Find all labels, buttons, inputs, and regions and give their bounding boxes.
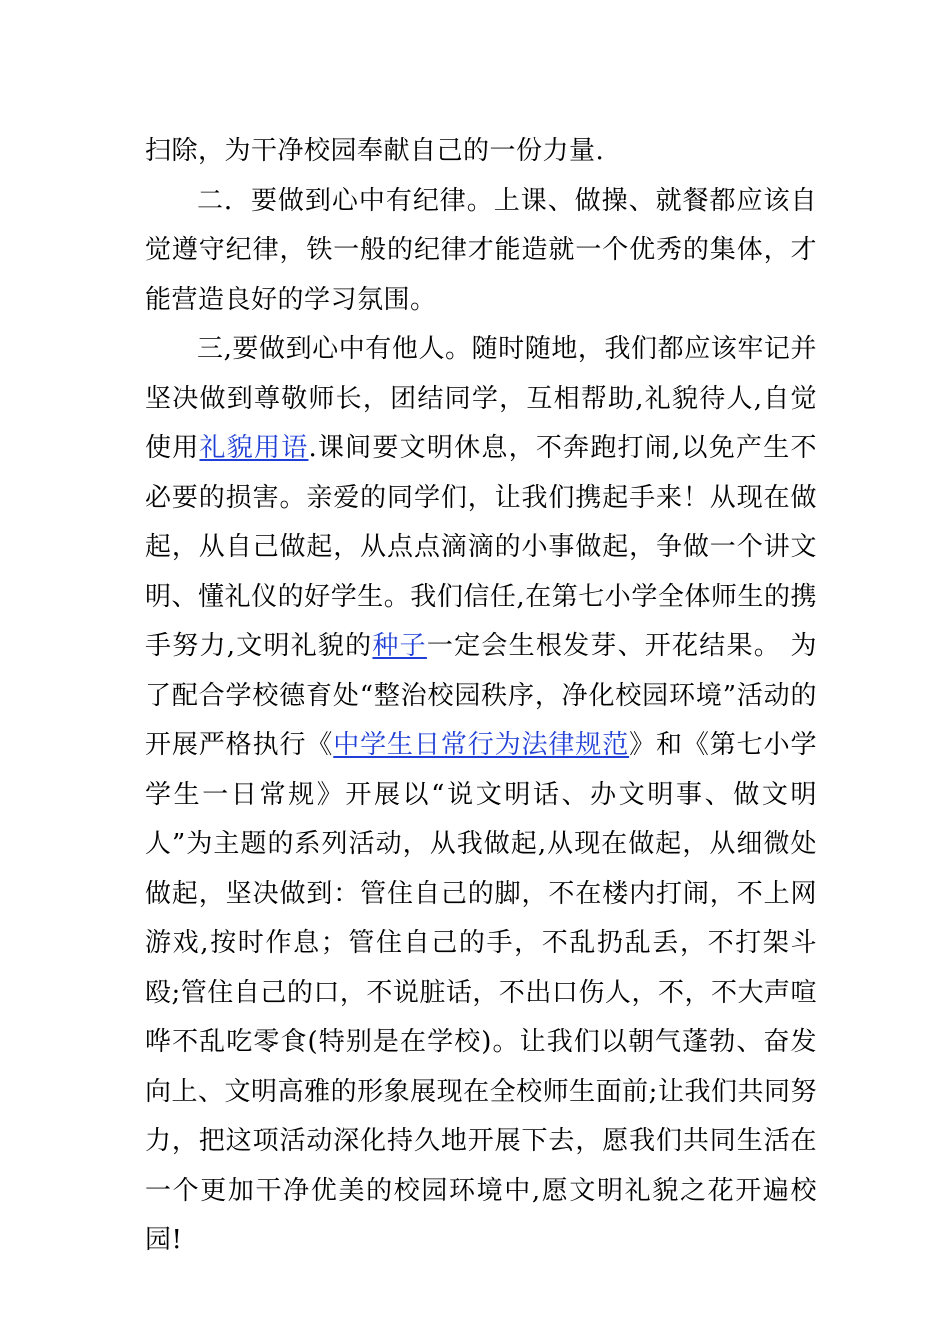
link-seed[interactable]: 种子 [372,631,427,661]
link-polite-language[interactable]: 礼貌用语 [199,433,309,463]
paragraph-respect-others-text-3: 一定会生根发芽、开花结果。 为了配合学校德育处“整治校园秩序，净化校园环境”活动的开展严格执行《 [145,631,818,760]
paragraph-respect-others-text-2: .课间要文明休息，不奔跑打闹,以免产生不必要的损害。亲爱的同学们，让我们携起手来！从现在做起，从自己做起，从点点滴滴的小事做起，争做一个讲文明、懂礼仪的好学生。我们信任,在第七小学全体师生的携手努力,文明礼貌的 [145,433,817,661]
paragraph-cleaning-conclusion: 扫除，为干净校园奉献自己的一份力量. [145,136,605,166]
paragraph-respect-others [145,325,817,1266]
document-body [145,127,817,1266]
link-student-conduct-code[interactable]: 中学生日常行为法律规范 [333,730,630,760]
paragraph-respect-others-text-1: 三,要做到心中有他人。随时随地，我们都应该牢记并坚决做到尊敬师长，团结同学，互相帮助,礼貌待人,自觉使用 [145,334,817,463]
paragraph-respect-others-text-4: 》和《第七小学学生一日常规》开展以“说文明话、办文明事、做文明人”为主题的系列活动，从我做起,从现在做起，从细微处做起，坚决做到：管住自己的脚，不在楼内打闹，不上网游戏,按时作息；管住自己的手，不乱扔乱丢，不打架斗殴;管住自己的口，不说脏话，不出口伤人，不，不大声喧哗不乱吃零食(特别是在学校)。让我们以朝气蓬勃、奋发向上、文明高雅的形象展现在全校师生面前;让我们共同努力，把这项活动深化持久地开展下去，愿我们共同生活在一个更加干净优美的校园环境中,愿文明礼貌之花开遍校园! [145,730,817,1255]
paragraph-discipline: 二．要做到心中有纪律。上课、做操、就餐都应该自觉遵守纪律，铁一般的纪律才能造就一个优秀的集体，才能营造良好的学习氛围。 [145,185,817,315]
